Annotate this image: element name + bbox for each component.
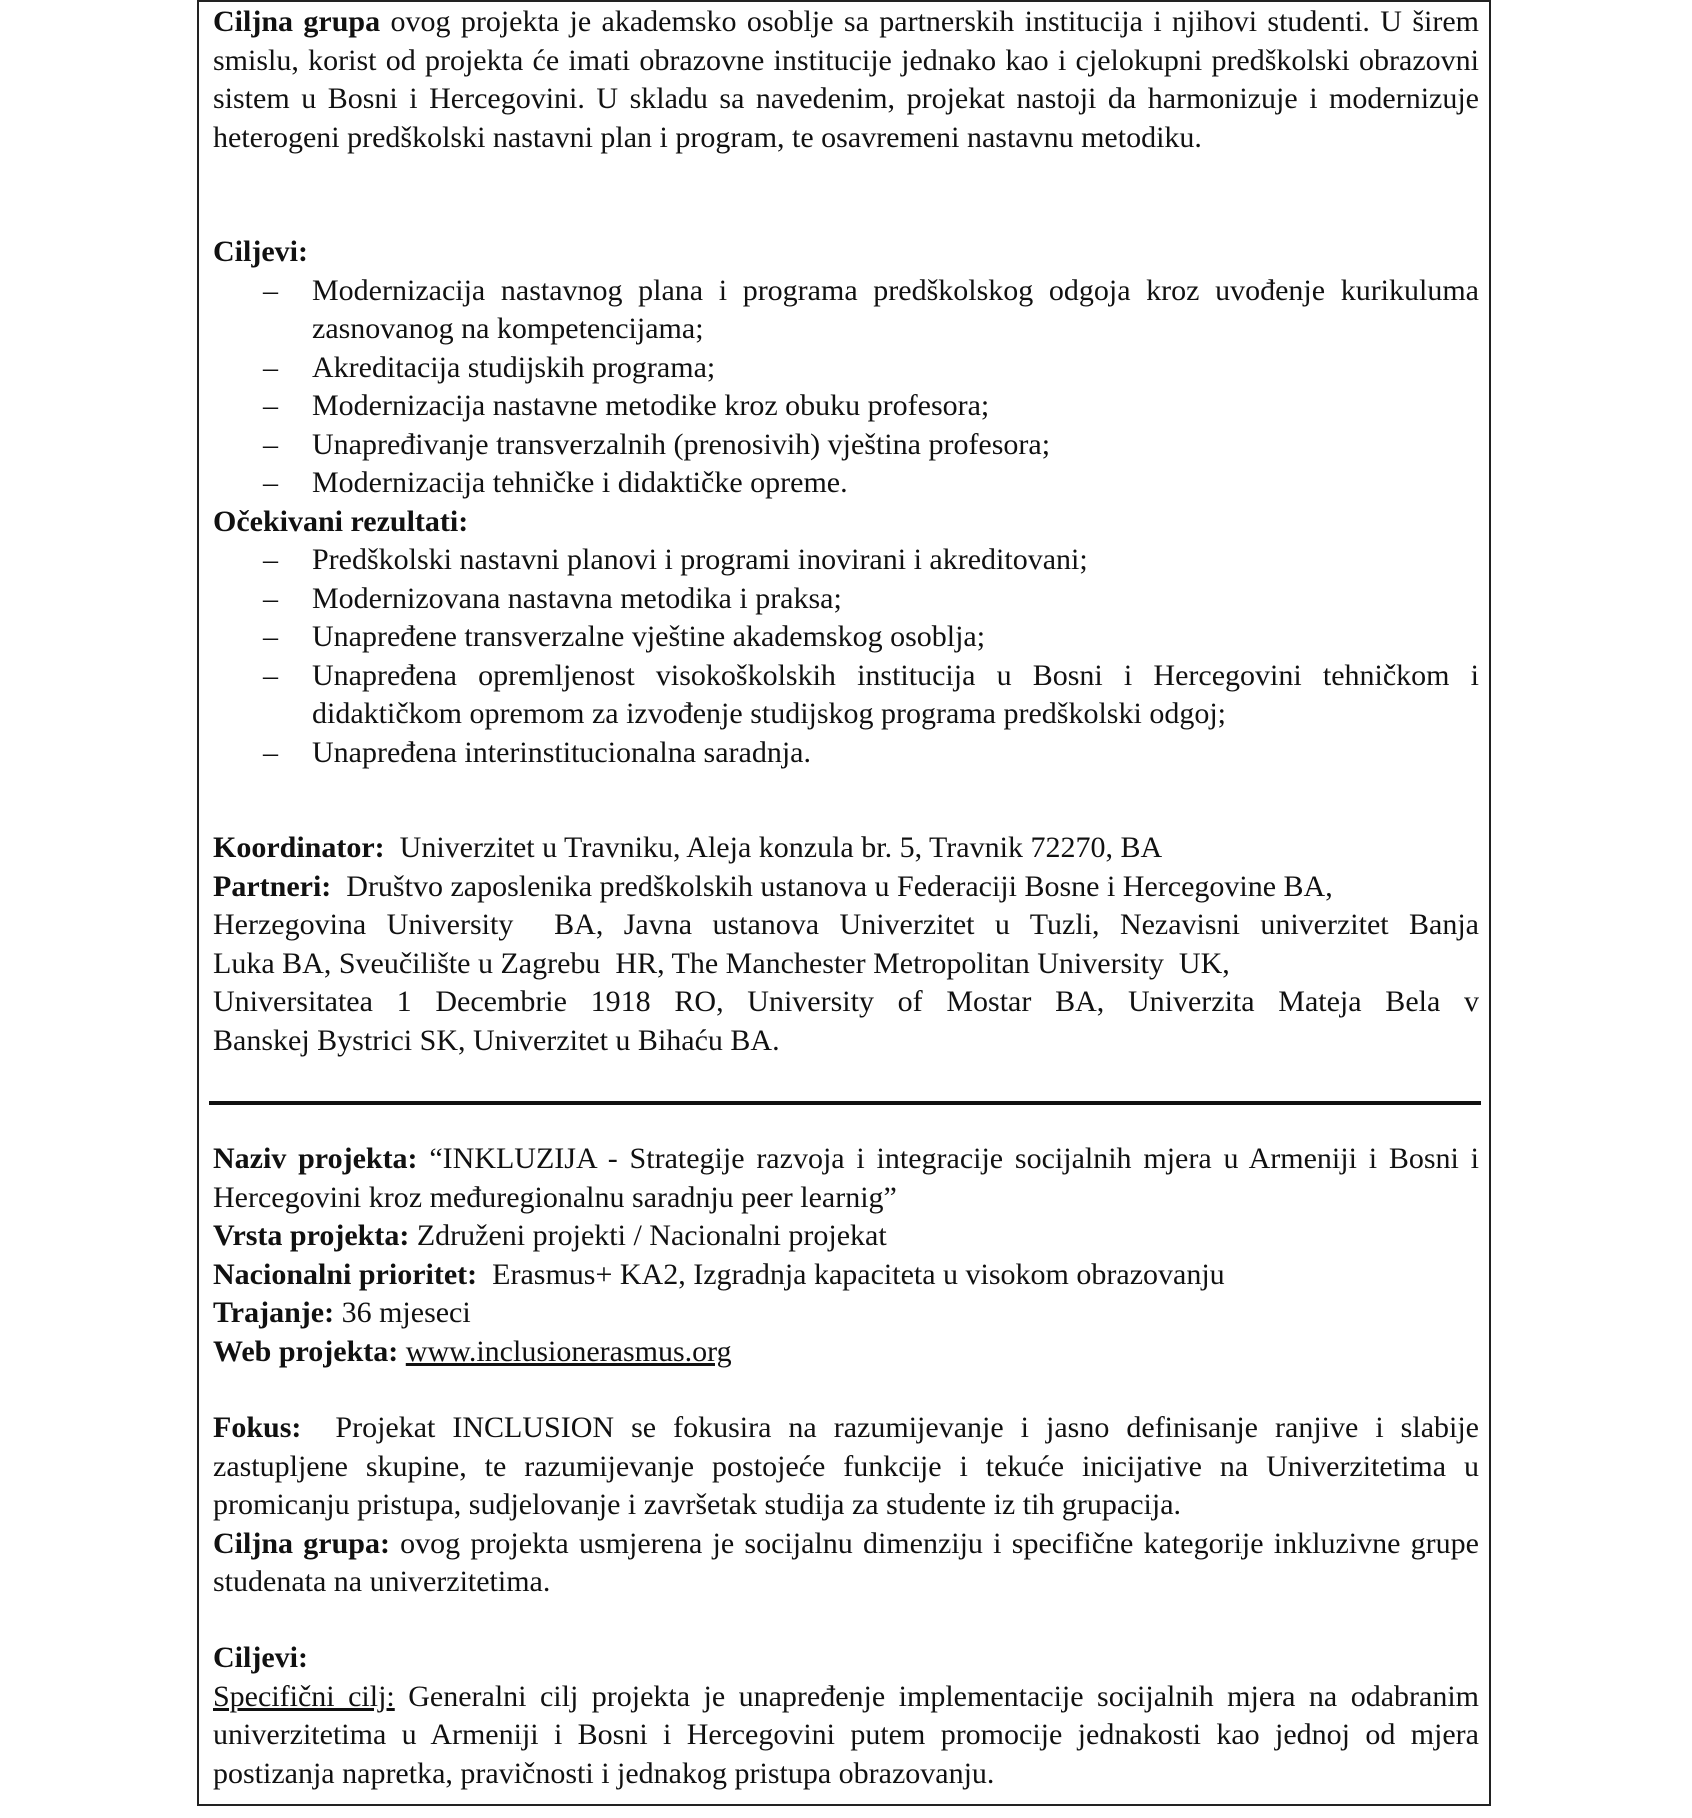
list-item: – Modernizacija tehničke i didaktičke opreme. [213,464,1479,503]
focus-paragraph [213,1409,1487,1525]
goals-heading: Ciljevi: [213,235,308,268]
national-priority-line [213,1256,1479,1295]
partners-line-1: Partneri: Društvo zaposlenika predškolskih ustanova u Federaciji Bosne i Hercegovine BA, [213,869,1333,903]
list-item: – Unapređene transverzalne vještine akademskog osoblja; [213,618,1479,657]
dash-bullet: – [263,273,278,307]
goals-section-2 [213,1639,1479,1793]
list-item: – Modernizacija nastavnog plana i programa predškolskog odgoja kroz uvođenje kurikuluma zasnovanog na kompetencijama; [263,273,1479,345]
dash-bullet: – [263,543,278,576]
web-line [213,1333,1479,1372]
dash-bullet: – [263,581,278,615]
list-item: – Unapređena opremljenost visokoškolskih institucija u Bosni i Hercegovini tehničkom i didaktičkom opremom za izvođenje studijskog programa predškolski odgoj; [263,658,1479,730]
list-item: – Akreditacija studijskih programa; [213,349,1479,388]
dash-bullet: – [263,735,278,769]
focus-section [213,1409,1487,1602]
target-group-paragraph [213,3,1479,157]
partners-line-4: Universitatea 1 Decembrie 1918 RO, University of Mostar BA, Univerzita Mateja Bela v [213,985,1479,1018]
target-group-text: ovog projekta je akademsko osoblje sa partnerskih institucija i njihovi studenti. U širem smislu, korist od projekta će imati obrazovne institucije jednako kao i cjelokupni predškolski obrazovni sistem u Bosni i Hercegovini. U skladu sa navedenim, projekat nastoji da harmonizuje i modernizuje heterogeni predškolski nastavni plan i program, te osavremeni nastavnu metodiku. [213,5,1479,154]
list-item: – Modernizacija nastavne metodike kroz obuku profesora; [213,387,1479,426]
dash-bullet: – [263,389,278,422]
project-type-label: Vrsta projekta: [213,1219,410,1252]
project-website-link[interactable]: www.inclusionerasmus.org [405,1334,732,1368]
list-item: – Unapređivanje transverzalnih (prenosivih) vještina profesora; [213,426,1479,465]
target-group-paragraph-2 [213,1525,1479,1602]
partners-line-2: Herzegovina University BA, Javna ustanova Univerzitet u Tuzli, Nezavisni univerzitet Banja [213,908,1479,941]
goals-section [213,233,1479,772]
goals-heading-2: Ciljevi: [213,1641,308,1674]
coordinator-value: Univerzitet u Travniku, Aleja konzula br. 5, Travnik 72270, BA [384,831,1163,864]
coordinator-partners-section [213,829,1479,1060]
partners-line-3: Luka BA, Sveučilište u Zagrebu HR, The Manchester Metropolitan University UK, [213,946,1230,980]
target-group-value-2: ovog projekta usmjerena je socijalnu dimenziju i specifične kategorije inkluzivne grupe studenata na univerzitetima. [213,1526,1479,1598]
duration-line [213,1294,1479,1333]
section-divider [209,1101,1481,1105]
partners-label: Partneri: [213,869,332,903]
project-type-line [213,1217,1479,1256]
dash-bullet: – [263,427,278,461]
national-priority-label: Nacionalni prioritet: [213,1257,478,1291]
expected-results-heading: Očekivani rezultati: [213,504,469,538]
goals-list [213,272,1479,503]
web-label: Web projekta: [213,1334,399,1368]
project-name-label: Naziv projekta: [213,1142,418,1175]
partners-line-5: Banskej Bystrici SK, Univerzitet u Bihaću BA. [213,1023,780,1057]
focus-value: Projekat INCLUSION se fokusira na razumijevanje i jasno definisanje ranjive i slabije zastupljene skupine, te razumijevanje postojeće funkcije i tekuće inicijative na Univerzitetima u promicanju pristupa, sudjelovanje i završetak studija za studente iz tih grupacija. [213,1411,1487,1521]
list-item: – Unapređena interinstitucionalna saradnja. [213,734,1479,773]
project-name-value: “INKLUZIJA - Strategije razvoja i integracije socijalnih mjera u Armeniji i Bosni i Hercegovini kroz međuregionalnu saradnju peer learnig” [213,1142,1479,1214]
project-info-section [213,1140,1479,1371]
dash-bullet: – [263,466,278,499]
dash-bullet: – [263,620,278,653]
duration-value: 36 mjeseci [334,1296,471,1329]
dash-bullet: – [263,658,278,692]
coordinator-label: Koordinator: [213,831,385,864]
list-item: – Modernizovana nastavna metodika i praksa; [213,580,1479,619]
project-type-value: Združeni projekti / Nacionalni projekat [409,1219,887,1252]
specific-goal-paragraph [213,1678,1479,1794]
results-list [213,541,1479,772]
coordinator-line [213,829,1479,868]
specific-goal-value: Generalni cilj projekta je unapređenje implementacije socijalnih mjera na odabranim univerzitetima u Armeniji i Bosni i Hercegovini putem promocije jednakosti kao jednoj od mjera postizanja napretka, pravičnosti i jednakog pristupa obrazovanju. [213,1679,1479,1790]
target-group-label: Ciljna grupa [213,5,381,38]
specific-goal-label: Specifični cilj: [213,1679,395,1713]
project-name-line [213,1140,1479,1217]
list-item: – Predškolski nastavni planovi i programi inovirani i akreditovani; [213,541,1479,580]
dash-bullet: – [263,350,278,384]
national-priority-value: Erasmus+ KA2, Izgradnja kapaciteta u visokom obrazovanju [477,1257,1225,1291]
target-group-label-2: Ciljna grupa: [213,1526,390,1560]
focus-label: Fokus: [213,1411,302,1444]
duration-label: Trajanje: [213,1296,335,1329]
